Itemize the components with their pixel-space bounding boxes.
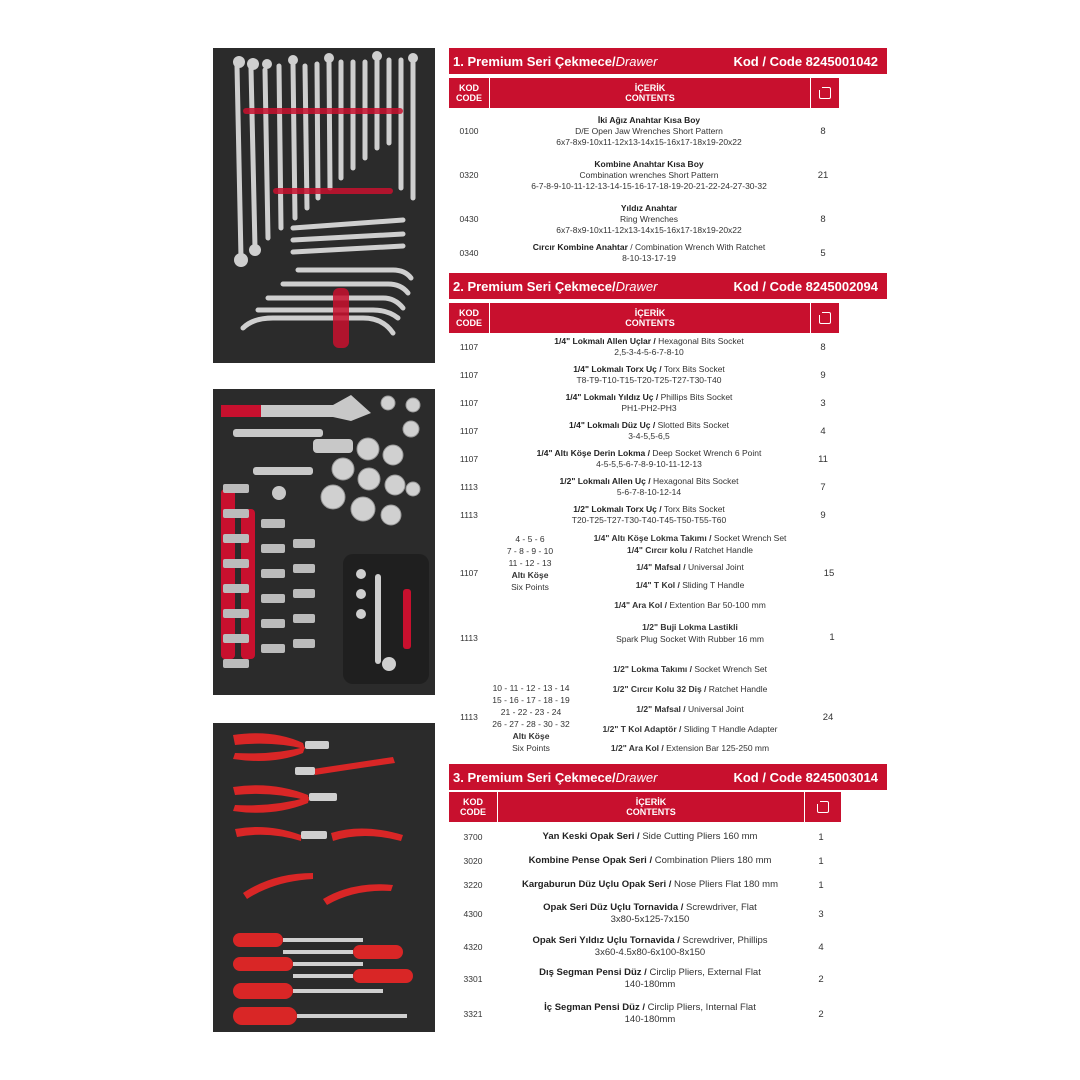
section2-title-bar [449, 273, 887, 299]
set1-item: 1/4" Altı Köşe Lokma Takımı / Socket Wrench Set [593, 533, 787, 543]
table-row: 3321 İç Segman Pensi Düz / Circlip Pliers, Internal Flat 140-180mm 2 [463, 1002, 824, 1025]
box-icon [819, 312, 831, 324]
section2-header: KOD CODE İÇERİK CONTENTS [449, 303, 839, 333]
table-row: 3020 Kombine Pense Opak Seri / Combination Pliers 180 mm 1 [463, 855, 824, 867]
table-row: 4300 Opak Seri Düz Uçlu Tornavida / Screwdriver, Flat 3x80-5x125-7x150 3 [463, 902, 824, 925]
set1-code: 1107 [459, 568, 479, 578]
spark-item: 1/2" Buji Lokma Lastikli Spark Plug Socket With Rubber 16 mm [616, 622, 764, 644]
section1-title-bar [449, 48, 887, 74]
table-row: 1113 1/2" Lokmalı Allen Uç / Hexagonal Bits Socket 5-6-7-8-10-12-14 7 [460, 476, 826, 497]
set2-item: 1/2" Cırcır Kolu 32 Diş / Ratchet Handle [612, 684, 768, 694]
wrench-set-photo [213, 48, 435, 363]
table-row: 3301 Dış Segman Pensi Düz / Circlip Pliers, External Flat 140-180mm 2 [463, 967, 824, 990]
set2-item: 1/2" Lokma Takımı / Socket Wrench Set [613, 664, 767, 674]
pliers-screwdriver-photo [213, 723, 435, 1032]
set1-sizes: 4 - 5 - 6 7 - 8 - 9 - 10 11 - 12 - 13 Altı Köşe Six Points [506, 534, 554, 592]
table-row: 1107 1/4" Altı Köşe Derin Lokma / Deep Socket Wrench 6 Point 4-5-5,5-6-7-8-9-10-11-12-13 11 [459, 448, 828, 469]
table-row: 3700 Yan Keski Opak Seri / Side Cutting Pliers 160 mm 1 [463, 831, 824, 843]
table-row: 0340 Cırcır Kombine Anahtar / Combination Wrench With Ratchet 8-10-13-17-19 5 [459, 242, 826, 263]
table-row: 0100 İki Ağız Anahtar Kısa Boy D/E Open Jaw Wrenches Short Pattern 6x7-8x9-10x11-12x13-14x15-16x17-18x19-20x22 8 [459, 114, 826, 147]
section1-title: 1. Premium Seri Çekmece/Drawer [453, 53, 658, 69]
set1-qty: 15 [823, 568, 835, 579]
set1-item: 1/4" Cırcır kolu / Ratchet Handle [627, 545, 753, 555]
set2-item: 1/2" Mafsal / Universal Joint [636, 704, 744, 714]
socket-set-photo [213, 389, 435, 695]
set1-item: 1/4" Mafsal / Universal Joint [636, 562, 744, 572]
section3-title-bar [449, 764, 887, 790]
table-row: 1113 1/2" Lokmalı Torx Uç / Torx Bits Socket T20-T25-T27-T30-T40-T45-T50-T55-T60 9 [460, 504, 826, 525]
section2-code: Kod / Code 8245002094 [733, 278, 878, 294]
table-row: 1107 1/4" Lokmalı Düz Uç / Slotted Bits Socket 3-4-5,5-6,5 4 [459, 420, 826, 441]
set1-item: 1/4" Ara Kol / Extention Bar 50-100 mm [614, 600, 766, 610]
section2-title: 2. Premium Seri Çekmece/Drawer [453, 278, 658, 294]
set2-code: 1113 [460, 712, 478, 722]
set1-item: 1/4" T Kol / Sliding T Handle [635, 580, 745, 590]
set2-item: 1/2" T Kol Adaptör / Sliding T Handle Adapter [602, 724, 778, 734]
set2-qty: 24 [822, 712, 834, 723]
table-row: 1107 1/4" Lokmalı Yıldız Uç / Phillips Bits Socket PH1-PH2-PH3 3 [459, 392, 826, 413]
table-row: 1107 1/4" Lokmalı Allen Uçlar / Hexagonal Bits Socket 2,5-3-4-5-6-7-8-10 8 [459, 336, 826, 357]
table-row: 3220 Kargaburun Düz Uçlu Opak Seri / Nose Pliers Flat 180 mm 1 [463, 879, 824, 891]
table-row: 0320 Kombine Anahtar Kısa Boy Combination wrenches Short Pattern 6-7-8-9-10-11-12-13-14-15-16-17-18-19-20-21-22-24-27-30-32 21 [459, 158, 829, 191]
spark-code: 1113 [460, 633, 478, 643]
box-icon [819, 87, 831, 99]
box-icon [817, 801, 829, 813]
set2-item: 1/2" Ara Kol / Extension Bar 125-250 mm [610, 743, 770, 753]
section1-code: Kod / Code 8245001042 [733, 53, 878, 69]
spark-qty: 1 [829, 632, 835, 643]
table-row: 0430 Yıldız Anahtar Ring Wrenches 6x7-8x9-10x11-12x13-14x15-16x17-18x19-20x22 8 [459, 202, 826, 235]
section3-code: Kod / Code 8245003014 [733, 769, 878, 785]
section3-header: KOD CODE İÇERİK CONTENTS [449, 792, 841, 822]
set2-sizes: 10 - 11 - 12 - 13 - 14 15 - 16 - 17 - 18 - 19 21 - 22 - 23 - 24 26 - 27 - 28 - 30 - 32 Altı Köşe Six Points [492, 683, 570, 753]
section1-header: KOD CODE İÇERİK CONTENTS [449, 78, 839, 108]
section3-title: 3. Premium Seri Çekmece/Drawer [453, 769, 658, 785]
table-row: 4320 Opak Seri Yıldız Uçlu Tornavida / Screwdriver, Phillips 3x60-4.5x80-6x100-8x150 4 [463, 935, 824, 958]
table-row: 1107 1/4" Lokmalı Torx Uç / Torx Bits Socket T8-T9-T10-T15-T20-T25-T27-T30-T40 9 [459, 364, 826, 385]
